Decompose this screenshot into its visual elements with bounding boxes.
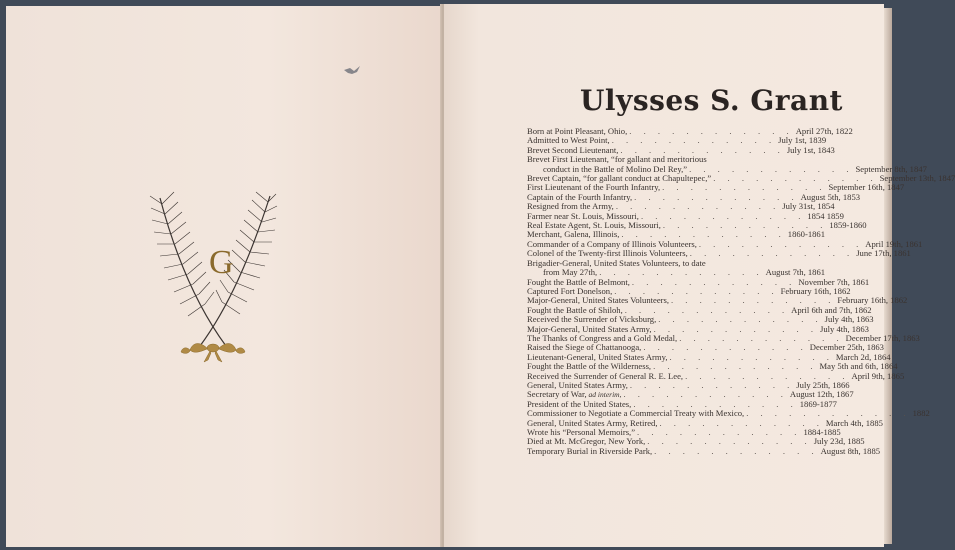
leader-dots: . . . . . . . . . . . . <box>629 126 794 136</box>
event-text: Major-General, United States Volunteers, <box>527 295 669 306</box>
leader-dots: . . . . . . . . . . . . <box>631 276 797 287</box>
leader-dots: . . . . . . . . . . . . <box>746 408 911 419</box>
event-text: Captured Fort Donelson, <box>527 285 613 296</box>
leader-dots: . . . . . . . . . . . . <box>671 295 836 306</box>
event-date: April 9th, 1865 <box>851 370 905 381</box>
event-date: December 25th, 1863 <box>809 342 884 353</box>
event-text: Merchant, Galena, Illinois, <box>527 229 620 240</box>
event-text: Admitted to West Point, <box>527 135 610 146</box>
page-edge <box>884 8 892 544</box>
event-date: September 16th, 1847 <box>828 182 905 193</box>
event-date: December 17th, 1863 <box>845 332 920 343</box>
event-date: 1859-1860 <box>829 220 867 231</box>
leader-dots: . . . . . . . . . . . . <box>621 229 786 240</box>
event-date: 1869-1877 <box>799 398 837 409</box>
leader-dots: . . . . . . . . . . . . <box>653 361 818 372</box>
monogram-letter: G <box>209 244 234 281</box>
event-text: Fought the Battle of Belmont, <box>527 276 630 287</box>
event-date: February 16th, 1862 <box>780 285 851 296</box>
event-text: First Lieutenant of the Fourth Infantry, <box>527 182 661 193</box>
leader-dots: . . . . . . . . . . . . <box>647 436 812 447</box>
leader-dots: . . . . . . . . . . . . <box>653 323 818 334</box>
leader-dots: . . . . . . . . . . . . <box>659 417 824 428</box>
event-date: August 5th, 1853 <box>800 191 861 202</box>
leader-dots: . . . . . . . . . . . . <box>689 163 854 174</box>
event-date: May 5th and 6th, 1864 <box>819 361 898 372</box>
event-date: 1884-1885 <box>803 427 841 437</box>
event-text: Died at Mt. McGregor, New York, <box>527 436 646 447</box>
event-text: from May 27th, <box>543 267 598 278</box>
event-date: September 8th, 1847 <box>855 163 927 174</box>
leader-dots: . . . . . . . . . . . . <box>640 210 806 221</box>
event-date: June 17th, 1861 <box>856 248 911 259</box>
event-date: July 25th, 1866 <box>796 379 850 390</box>
leader-dots: . . . . . . . . . . . . <box>599 267 764 278</box>
event-text: President of the United States, <box>527 398 632 409</box>
event-text: General, United States Army, Retired, <box>527 417 658 428</box>
event-date: 1854 1859 <box>807 210 844 221</box>
leader-dots: . . . . . . . . . . . . <box>643 342 808 353</box>
leader-dots: . . . . . . . . . . . . <box>679 332 844 343</box>
leader-dots: . . . . . . . . . . . . <box>662 220 828 231</box>
event-text: Real Estate Agent, St. Louis, Missouri, <box>527 220 661 231</box>
leader-dots: . . . . . . . . . . . . <box>629 379 795 390</box>
leader-dots: . . . . . . . . . . . . <box>698 238 864 249</box>
leader-dots: . . . . . . . . . . . . <box>637 427 802 437</box>
leader-dots: . . . . . . . . . . . . <box>658 314 823 325</box>
leader-dots: . . . . . . . . . . . . <box>633 398 798 409</box>
event-date: July 31st, 1854 <box>782 201 835 212</box>
leader-dots: . . . . . . . . . . . . <box>689 248 855 259</box>
event-text: Brevet Second Lieutenant, <box>527 144 619 155</box>
event-text: Resigned from the Army, <box>527 201 614 212</box>
event-text: General, United States Army, <box>527 379 628 390</box>
leader-dots: . . . . . . . . . . . . <box>624 304 790 315</box>
page-title: Ulysses S. Grant <box>580 84 843 117</box>
event-text: Received the Surrender of General R. E. Lee, <box>527 370 684 381</box>
event-date: April 19th, 1861 <box>865 238 923 249</box>
event-text: The Thanks of Congress and a Gold Medal, <box>527 332 678 343</box>
event-date: March 4th, 1885 <box>825 417 883 428</box>
event-text: Commander of a Company of Illinois Volunteers, <box>527 238 697 249</box>
event-text: Brevet First Lieutenant, “for gallant and meritorious <box>527 154 707 165</box>
event-text: Farmer near St. Louis, Missouri, <box>527 210 639 221</box>
event-date: April 27th, 1822 <box>795 126 853 136</box>
event-date: 1882 <box>912 408 930 419</box>
event-text: Secretary of War, ad interim, <box>527 389 622 400</box>
leader-dots: . . . . . . . . . . . . <box>611 135 777 146</box>
leader-dots: . . . . . . . . . . . . <box>662 182 827 193</box>
event-text: Captain of the Fourth Infantry, <box>527 191 633 202</box>
leader-dots: . . . . . . . . . . . . <box>620 144 785 155</box>
event-text: Major-General, United States Army, <box>527 323 652 334</box>
leader-dots: . . . . . . . . . . . . <box>615 201 781 212</box>
event-date: August 12th, 1867 <box>789 389 854 400</box>
event-date: July 23d, 1885 <box>813 436 865 447</box>
event-text: Temporary Burial in Riverside Park, <box>527 445 653 456</box>
leader-dots: . . . . . . . . . . . . <box>614 285 779 296</box>
chronology-list <box>527 126 955 456</box>
event-text: Fought the Battle of Shiloh, <box>527 304 623 315</box>
chronology-row <box>527 445 881 456</box>
event-date: August 7th, 1861 <box>765 267 826 278</box>
event-text: conduct in the Battle of Molino Del Rey,” <box>543 163 688 174</box>
event-text: Raised the Siege of Chattanooga, <box>527 342 642 353</box>
event-text: Wrote his “Personal Memoirs,” <box>527 427 636 437</box>
event-note: ad interim, <box>586 390 622 400</box>
ink-speck-mark <box>340 62 366 80</box>
leader-dots: . . . . . . . . . . . . <box>654 445 819 456</box>
event-date: July 4th, 1863 <box>819 323 869 334</box>
leader-dots: . . . . . . . . . . . . <box>713 173 878 184</box>
event-text: Colonel of the Twenty-first Illinois Volunteers, <box>527 248 688 259</box>
event-text: Received the Surrender of Vicksburg, <box>527 314 657 325</box>
leader-dots: . . . . . . . . . . . . <box>669 351 834 362</box>
event-date: 1860-1861 <box>787 229 826 240</box>
event-date: September 13th, 1847 <box>879 173 955 184</box>
event-date: February 16th, 1862 <box>837 295 908 306</box>
event-text: Brigadier-General, United States Volunteers, to date <box>527 257 706 268</box>
event-date: March 2d, 1864 <box>835 351 891 362</box>
event-text: Born at Point Pleasant, Ohio, <box>527 126 628 136</box>
event-date: July 4th, 1863 <box>824 314 874 325</box>
event-text: Lieutenant-General, United States Army, <box>527 351 668 362</box>
leader-dots: . . . . . . . . . . . . <box>634 191 799 202</box>
event-date: July 1st, 1843 <box>786 144 835 155</box>
event-date: July 1st, 1839 <box>778 135 827 146</box>
event-text: Commissioner to Negotiate a Commercial Treaty with Mexico, <box>527 408 745 419</box>
leader-dots: . . . . . . . . . . . . <box>623 389 788 400</box>
leader-dots: . . . . . . . . . . . . <box>685 370 850 381</box>
event-date: August 8th, 1885 <box>820 445 881 456</box>
event-text: Fought the Battle of the Wilderness, <box>527 361 652 372</box>
event-date: November 7th, 1861 <box>798 276 870 287</box>
event-date: April 6th and 7th, 1862 <box>791 304 872 315</box>
event-text: Brevet Captain, “for gallant conduct at Chapultepec,” <box>527 173 712 184</box>
